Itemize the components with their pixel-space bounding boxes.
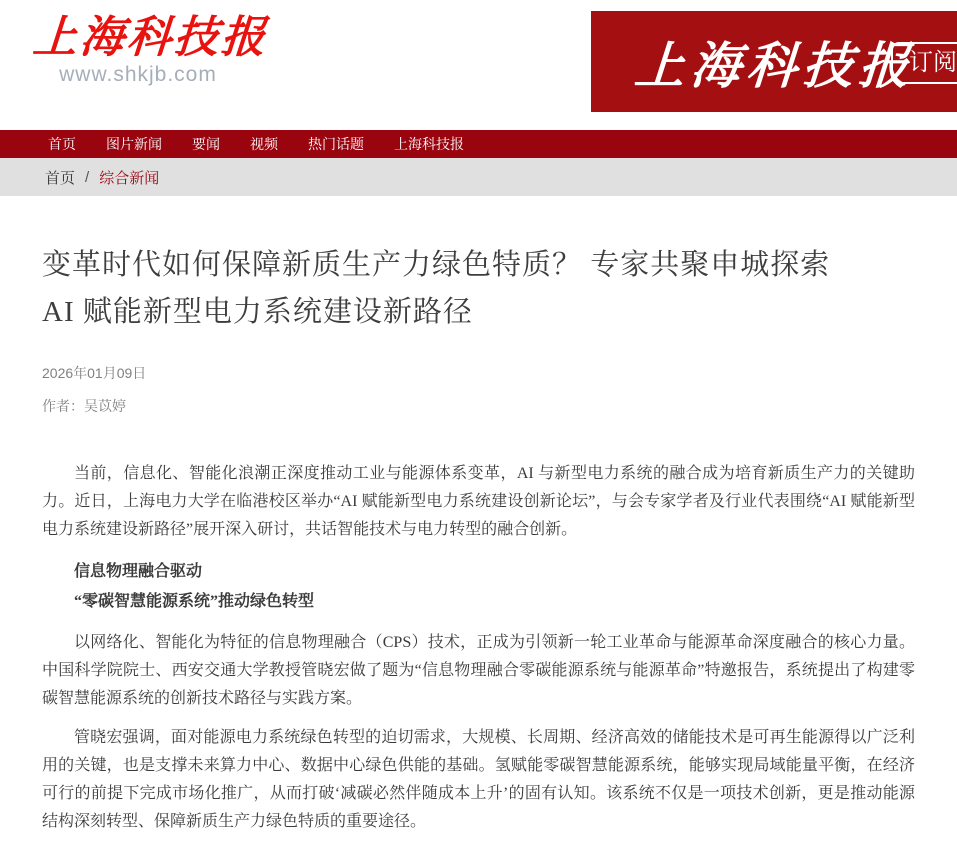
site-url: www.shkjb.com (59, 63, 217, 87)
nav-item-video[interactable]: 视频 (250, 136, 278, 152)
main-nav (0, 130, 957, 158)
nav-item-hot-topics[interactable]: 热门话题 (308, 136, 364, 152)
article (0, 242, 957, 836)
subhead-line1: 信息物理融合驱动 (74, 563, 203, 580)
nav-item-top-news[interactable]: 要闻 (192, 136, 220, 152)
subhead-line2: “零碳智慧能源系统”推动绿色转型 (74, 593, 315, 610)
nav-item-photo-news[interactable]: 图片新闻 (106, 136, 162, 152)
article-author: 作者：吴苡婷 (42, 398, 126, 414)
paragraph-2: 以网络化、智能化为特征的信息物理融合（CPS）技术，正成为引领新一轮工业革命与能源革命深度融合的核心力量。中国科学院院士、西安交通大学教授管晓宏做了题为“信息物理融合零碳能源系统与能源革命”特邀报告，系统提出了构建零碳智慧能源系统的创新技术路径与实践方案。 (42, 634, 915, 707)
nav-item-paper[interactable]: 上海科技报 (394, 136, 464, 152)
subscribe-button[interactable]: 订阅 (891, 42, 957, 84)
nav-item-home[interactable]: 首页 (48, 136, 76, 152)
breadcrumb-current[interactable]: 综合新闻 (99, 169, 160, 187)
site-header (0, 0, 957, 130)
article-date: 2026年01月09日 (42, 365, 147, 381)
article-title-line2: AI 赋能新型电力系统建设新路径 (42, 296, 473, 328)
article-title-line1: 变革时代如何保障新质生产力绿色特质？ 专家共聚申城探索 (42, 249, 831, 281)
site-logo-text[interactable]: 上海科技报 (31, 12, 270, 63)
breadcrumb-home[interactable]: 首页 (45, 169, 76, 187)
breadcrumb (0, 158, 957, 196)
masthead-logo-text: 上海科技报 (632, 35, 917, 95)
breadcrumb-separator: / (85, 168, 90, 186)
paragraph-3: 管晓宏强调，面对能源电力系统绿色转型的迫切需求，大规模、长周期、经济高效的储能技术是可再生能源得以广泛利用的关键，也是支撑未来算力中心、数据中心绿色供能的基础。氢赋能零碳智慧能源系统，能够实现局域能量平衡，在经济可行的前提下完成市场化推广，从而打破‘减碳必然伴随成本上升’的固有认知。该系统不仅是一项技术创新，更是推动能源结构深刻转型、保障新质生产力绿色特质的重要途径。 (42, 729, 915, 830)
section-subhead (42, 557, 915, 617)
site-logo (31, 12, 270, 87)
article-body (42, 460, 915, 836)
paragraph-1: 当前，信息化、智能化浪潮正深度推动工业与能源体系变革，AI 与新型电力系统的融合成为培育新质生产力的关键助力。近日，上海电力大学在临港校区举办“AI 赋能新型电力系统建设创新论坛”，与会专家学者及行业代表围绕“AI 赋能新型电力系统建设新路径”展开深入研讨，共话智能技术与电力转型的融合创新。 (42, 465, 915, 538)
masthead-banner (591, 11, 957, 112)
article-title (42, 242, 915, 336)
